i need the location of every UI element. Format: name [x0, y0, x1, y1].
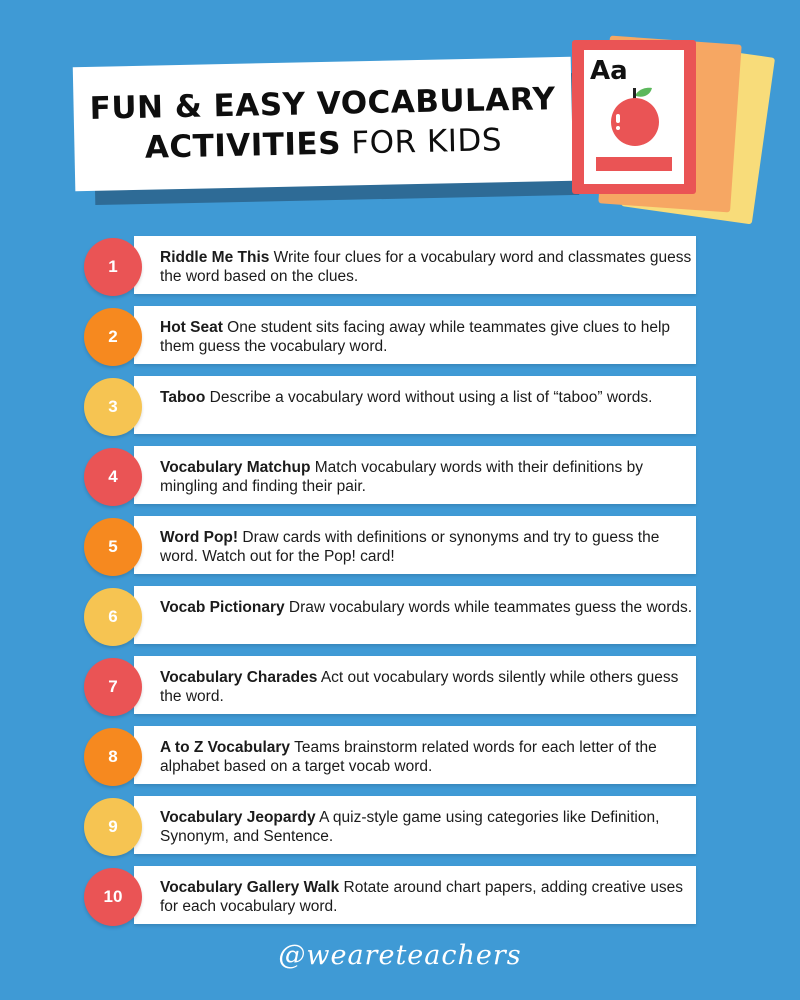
activity-description: One student sits facing away while teammates give clues to help them guess the vocabulary word.	[160, 319, 671, 355]
activity-text	[160, 318, 700, 356]
activity-item	[84, 586, 716, 656]
activity-description: Describe a vocabulary word without using a list of “taboo” words.	[205, 389, 653, 406]
flashcard-bar	[596, 157, 672, 171]
activity-number-badge: 5	[84, 518, 142, 576]
activity-text	[160, 808, 700, 846]
activity-description: Draw cards with definitions or synonyms and try to guess the word. Watch out for the Pop! card!	[160, 529, 660, 565]
title-banner	[73, 57, 573, 191]
activity-text	[160, 528, 700, 566]
title-bold: ACTIVITIES	[144, 125, 342, 166]
activity-text	[160, 598, 700, 617]
activity-text	[160, 248, 700, 286]
activity-list	[84, 236, 716, 936]
activity-number-badge: 10	[84, 868, 142, 926]
activity-text	[160, 738, 700, 776]
activity-name: Taboo	[160, 389, 206, 406]
activity-number-badge: 1	[84, 238, 142, 296]
activity-name: Word Pop!	[160, 529, 239, 546]
activity-item	[84, 446, 716, 516]
title-light: FOR KIDS	[340, 122, 503, 162]
activity-number-badge: 2	[84, 308, 142, 366]
activity-description: Teams brainstorm related words for each letter of the alphabet based on a target vocab word.	[160, 739, 657, 775]
activity-number-badge: 3	[84, 378, 142, 436]
activity-item	[84, 306, 716, 376]
activity-number-badge: 6	[84, 588, 142, 646]
activity-name: Vocabulary Gallery Walk	[160, 879, 340, 896]
activity-text	[160, 878, 700, 916]
activity-item	[84, 236, 716, 306]
apple-icon	[604, 86, 666, 148]
footer-handle: @weareteachers	[278, 940, 522, 971]
activity-item	[84, 726, 716, 796]
title-line-2	[144, 120, 502, 167]
activity-name: Vocabulary Jeopardy	[160, 809, 316, 826]
activity-number-badge: 8	[84, 728, 142, 786]
activity-name: Riddle Me This	[160, 249, 270, 266]
activity-item	[84, 656, 716, 726]
activity-description: Rotate around chart papers, adding creative uses for each vocabulary word.	[160, 879, 683, 915]
flashcard-letters: Aa	[590, 56, 628, 86]
activity-name: Hot Seat	[160, 319, 223, 336]
activity-name: A to Z Vocabulary	[160, 739, 291, 756]
activity-item	[84, 376, 716, 446]
activity-number-badge: 9	[84, 798, 142, 856]
activity-text	[160, 388, 700, 407]
activity-description: Draw vocabulary words while teammates guess the words.	[284, 599, 693, 616]
activity-text	[160, 458, 700, 496]
activity-number-badge: 7	[84, 658, 142, 716]
activity-name: Vocabulary Matchup	[160, 459, 311, 476]
title-line-1: FUN & EASY VOCABULARY	[89, 81, 556, 127]
activity-text	[160, 668, 700, 706]
activity-name: Vocab Pictionary	[160, 599, 285, 616]
activity-number-badge: 4	[84, 448, 142, 506]
activity-item	[84, 796, 716, 866]
activity-item	[84, 516, 716, 586]
activity-description: Match vocabulary words with their definitions by mingling and finding their pair.	[160, 459, 643, 495]
activity-item	[84, 866, 716, 936]
activity-description: A quiz-style game using categories like Definition, Synonym, and Sentence.	[160, 809, 660, 845]
activity-description: Write four clues for a vocabulary word and classmates guess the word based on the clues.	[160, 249, 692, 285]
activity-description: Act out vocabulary words silently while others guess the word.	[160, 669, 679, 705]
activity-name: Vocabulary Charades	[160, 669, 318, 686]
